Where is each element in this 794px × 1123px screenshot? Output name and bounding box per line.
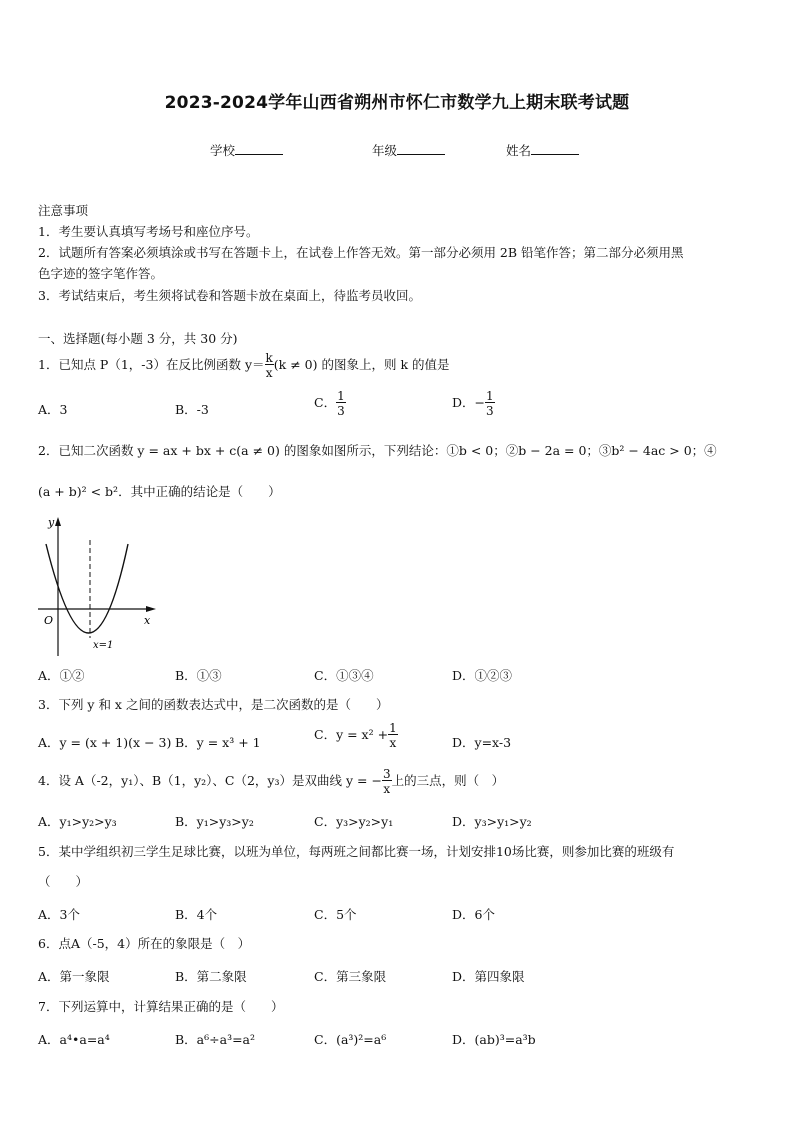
- name-label: 姓名: [506, 143, 532, 158]
- option-a[interactable]: A．3: [38, 402, 68, 417]
- school-field: [210, 141, 283, 159]
- section-heading: 一、选择题(每小题 3 分，共 30 分): [38, 331, 238, 346]
- option-c[interactable]: C． $\frac{1}{3}$: [314, 389, 345, 418]
- page-title: 2023-2024学年山西省朔州市怀仁市数学九上期末联考试题: [164, 93, 630, 113]
- option-a[interactable]: A．第一象限: [38, 969, 110, 984]
- question-4: 4．设 A（-2，y₁）、B（1，y₂）、C（2，y₃）是双曲线 y = − $\frac{3}{x}$ 上的三点，则（ ）: [38, 767, 505, 796]
- option-c[interactable]: C．①③④: [314, 668, 374, 683]
- option-d[interactable]: D．6个: [452, 907, 495, 922]
- question-5-line2: （ ）: [38, 874, 89, 889]
- option-a[interactable]: A．a⁴•a=a⁴: [38, 1032, 110, 1047]
- option-c[interactable]: C．y = x² + $\frac{1}{x}$: [314, 721, 397, 750]
- option-a[interactable]: A．y₁>y₂>y₃: [38, 814, 117, 829]
- option-c[interactable]: C．(a³)²=a⁶: [314, 1032, 387, 1047]
- y-axis-label: y: [48, 516, 55, 529]
- fraction: $\frac{k}{x}$: [265, 351, 273, 380]
- option-d[interactable]: D．(ab)³=a³b: [452, 1032, 536, 1047]
- question-3: 3．下列 y 和 x 之间的函数表达式中，是二次函数的是（ ）: [38, 697, 389, 712]
- axis-of-symmetry-label: x=1: [93, 640, 114, 651]
- option-d[interactable]: D．− $\frac{1}{3}$: [452, 389, 494, 418]
- option-a[interactable]: A．①②: [38, 668, 85, 683]
- option-c[interactable]: C．第三象限: [314, 969, 387, 984]
- parabola-graph: [36, 514, 160, 658]
- option-b[interactable]: B．①③: [175, 668, 222, 683]
- notice-item: 3．考试结束后，考生须将试卷和答题卡放在桌面上，待监考员收回。: [38, 288, 421, 303]
- name-field: [506, 141, 579, 159]
- option-b[interactable]: B．-3: [175, 402, 209, 417]
- option-a[interactable]: A．3个: [38, 907, 80, 922]
- option-c[interactable]: C．y₃>y₂>y₁: [314, 814, 394, 829]
- grade-field: [372, 141, 445, 159]
- option-d[interactable]: D．y=x-3: [452, 735, 512, 750]
- question-5-line1: 5．某中学组织初三学生足球比赛，以班为单位，每两班之间都比赛一场，计划安排10场比赛，则参加比赛的班级有: [38, 844, 675, 859]
- notice-heading: 注意事项: [38, 203, 89, 218]
- question-6: 6．点A（-5，4）所在的象限是（ ）: [38, 936, 251, 951]
- option-b[interactable]: B．4个: [175, 907, 218, 922]
- notice-item: 2．试题所有答案必须填涂或书写在答题卡上，在试卷上作答无效。第一部分必须用 2B 铅笔作答；第二部分必须用黑: [38, 245, 684, 260]
- option-d[interactable]: D．y₃>y₁>y₂: [452, 814, 532, 829]
- option-b[interactable]: B．a⁶÷a³=a²: [175, 1032, 256, 1047]
- grade-label: 年级: [372, 143, 398, 158]
- notice-item: 色字迹的签字笔作答。: [38, 266, 164, 281]
- school-label: 学校: [210, 143, 236, 158]
- question-2-line1: 2．已知二次函数 y = ax + bx + c(a ≠ 0) 的图象如图所示，下列结论：①b < 0；②b − 2a = 0；③b² − 4ac > 0；④: [38, 443, 717, 458]
- x-axis-label: x: [144, 614, 151, 627]
- option-b[interactable]: B．y = x³ + 1: [175, 735, 261, 750]
- option-c[interactable]: C．5个: [314, 907, 357, 922]
- option-a[interactable]: A．y = (x + 1)(x − 3): [38, 735, 172, 750]
- notice-item: 1．考生要认真填写考场号和座位序号。: [38, 224, 259, 239]
- question-7: 7．下列运算中，计算结果正确的是（ ）: [38, 999, 284, 1014]
- origin-label: O: [44, 614, 54, 627]
- option-d[interactable]: D．①②③: [452, 668, 513, 683]
- question-1: 1．已知点 P（1，-3）在反比例函数 y＝ $\frac{k}{x}$ (k ≠ 0) 的图象上，则 k 的值是: [38, 351, 450, 380]
- option-b[interactable]: B．第二象限: [175, 969, 247, 984]
- option-d[interactable]: D．第四象限: [452, 969, 525, 984]
- question-2-line2: (a + b)² < b²．其中正确的结论是（ ）: [38, 484, 281, 499]
- option-b[interactable]: B．y₁>y₃>y₂: [175, 814, 254, 829]
